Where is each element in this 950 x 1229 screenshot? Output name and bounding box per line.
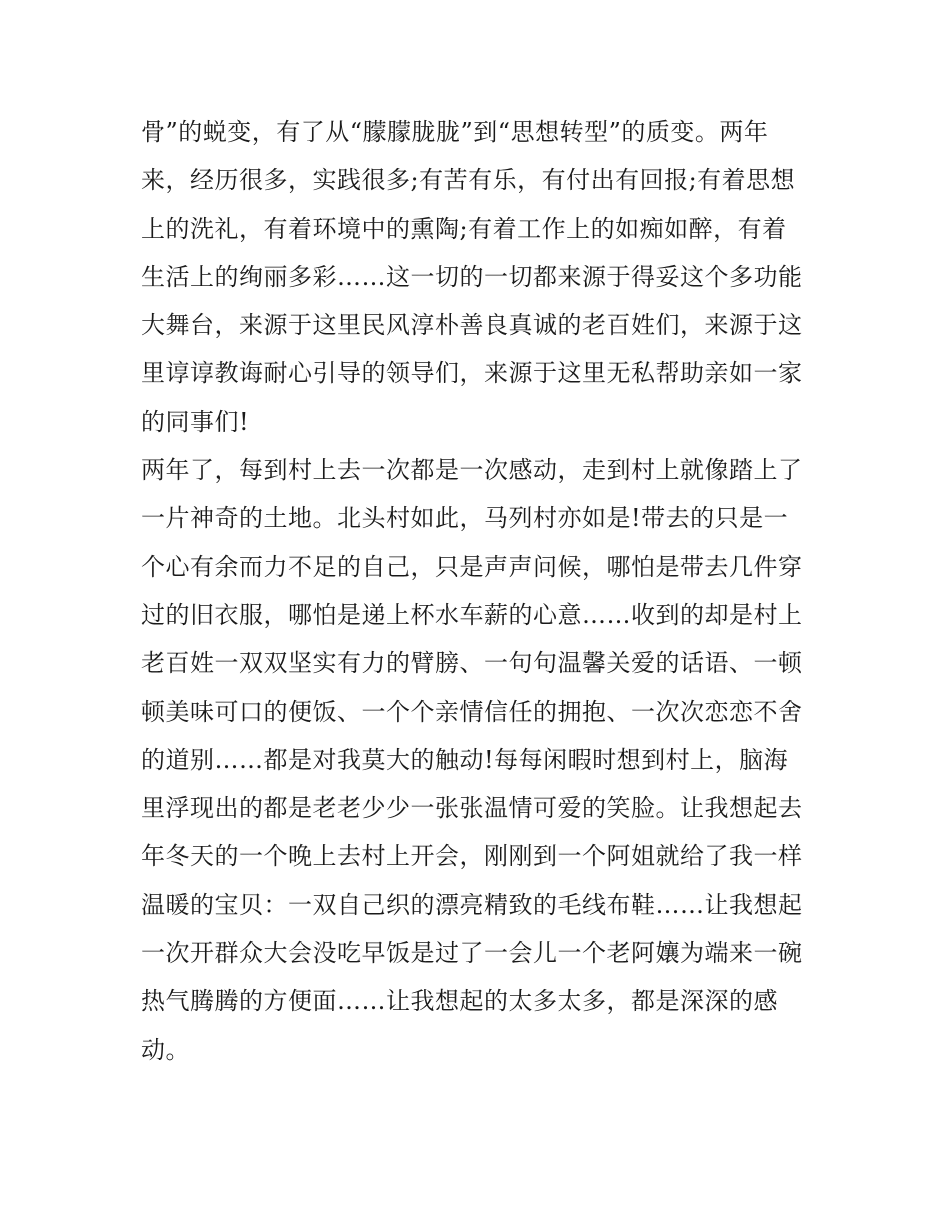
text-line: 来，经历很多，实践很多;有苦有乐，有付出有回报;有着思想 <box>141 166 796 195</box>
text-line: 一次开群众大会没吃早饭是过了一会儿一个老阿孃为端来一碗 <box>141 939 803 968</box>
body-text <box>141 108 821 1074</box>
text-line: 两年了，每到村上去一次都是一次感动，走到村上就像踏上了 <box>141 456 803 485</box>
text-line: 的同事们! <box>141 407 250 436</box>
text-line: 生活上的绚丽多彩……这一切的一切都来源于得妥这个多功能 <box>141 262 803 291</box>
text-line: 里浮现出的都是老老少少一张张温情可爱的笑脸。让我想起去 <box>141 794 803 823</box>
text-line: 顿美味可口的便饭、一个个亲情信任的拥抱、一次次恋恋不舍 <box>141 697 803 726</box>
text-line: 里谆谆教诲耐心引导的领导们，来源于这里无私帮助亲如一家 <box>141 359 803 388</box>
text-line: 老百姓一双双坚实有力的臂膀、一句句温馨关爱的话语、一顿 <box>141 649 803 678</box>
text-line: 骨”的蜕变，有了从“朦朦胧胧”到“思想转型”的质变。两年 <box>141 118 769 146</box>
text-line: 温暖的宝贝：一双自己织的漂亮精致的毛线布鞋……让我想起 <box>141 890 803 919</box>
text-line: 热气腾腾的方便面……让我想起的太多太多，都是深深的感 <box>141 987 778 1016</box>
text-line: 过的旧衣服，哪怕是递上杯水车薪的心意……收到的却是村上 <box>141 600 803 629</box>
text-line: 大舞台，来源于这里民风淳朴善良真诚的老百姓们，来源于这 <box>141 311 803 340</box>
text-line: 上的洗礼，有着环境中的熏陶;有着工作上的如痴如醉，有着 <box>141 214 787 243</box>
text-line: 动。 <box>141 1035 190 1064</box>
text-line: 个心有余而力不足的自己，只是声声问候，哪怕是带去几件穿 <box>141 552 803 581</box>
text-line: 的道别……都是对我莫大的触动!每每闲暇时想到村上，脑海 <box>141 745 789 774</box>
text-line: 年冬天的一个晚上去村上开会，刚刚到一个阿姐就给了我一样 <box>141 842 803 871</box>
text-line: 一片神奇的土地。北头村如此，马列村亦如是!带去的只是一 <box>141 504 789 533</box>
